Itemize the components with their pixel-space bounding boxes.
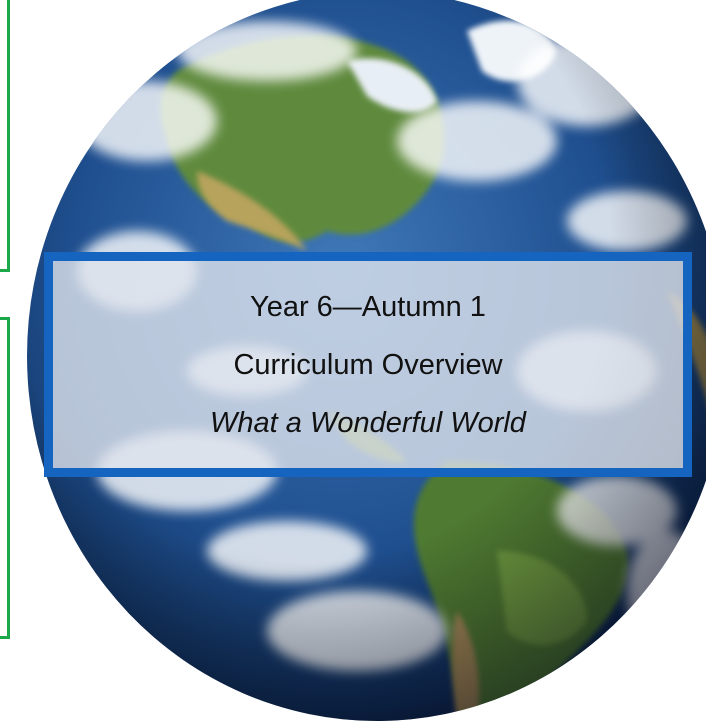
title-box [44, 252, 692, 477]
left-side-panel-bottom [0, 317, 10, 639]
left-side-panel-top [0, 0, 10, 272]
topic-title: What a Wonderful World [210, 406, 526, 439]
year-term-heading: Year 6—Autumn 1 [250, 290, 486, 323]
curriculum-overview-heading: Curriculum Overview [233, 348, 503, 381]
